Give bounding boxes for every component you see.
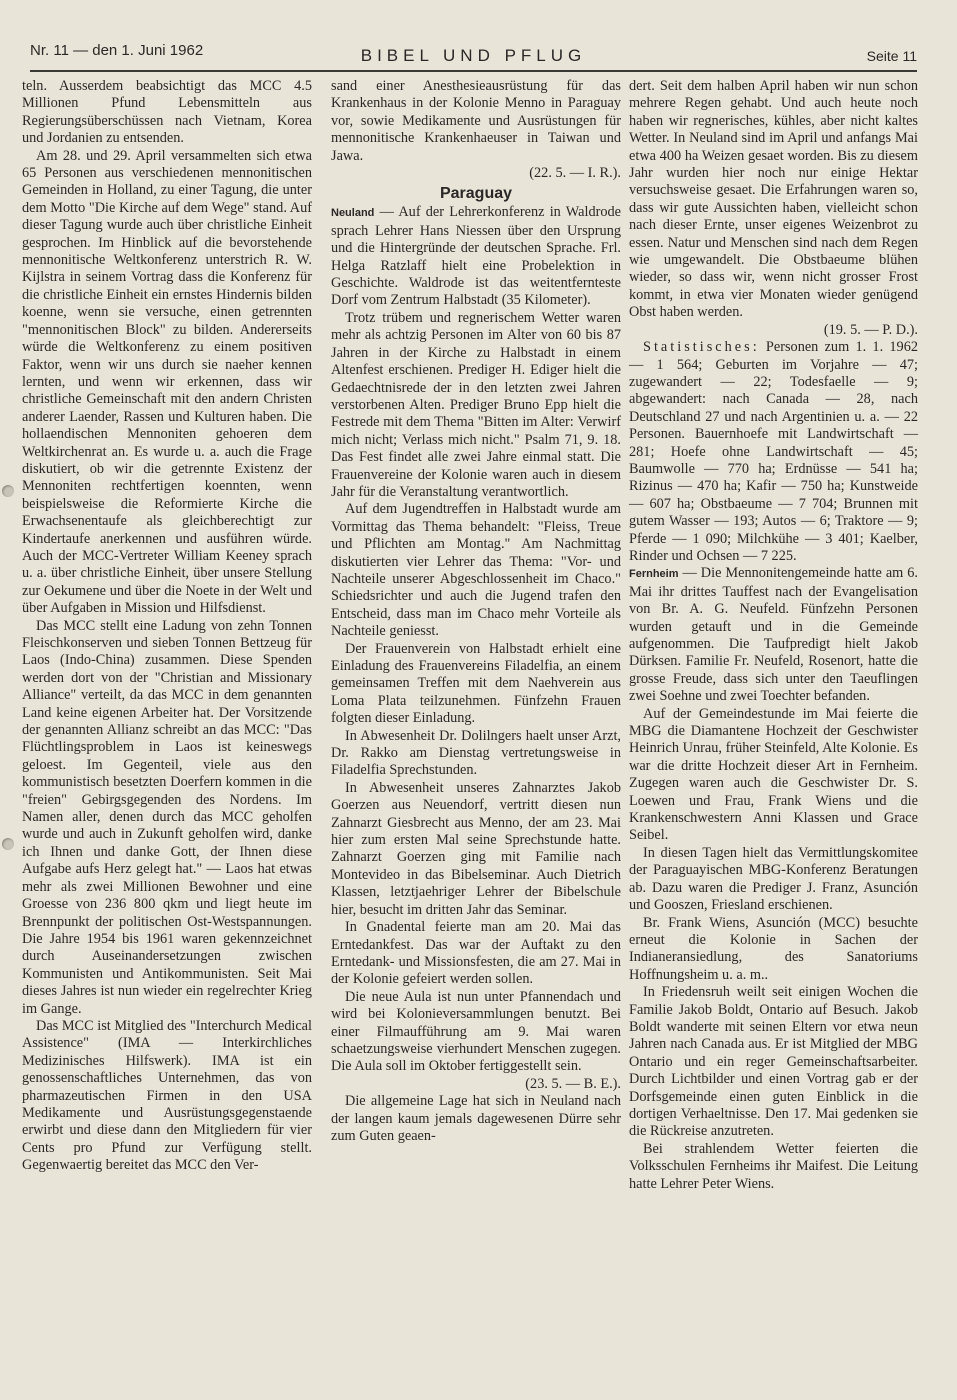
paragraph: Der Frauenverein von Halbstadt erhielt eine Einladung des Frauenvereins Filadelfia, an einem gemeinsamen Treffen mit dem Naehverein aus Loma Plata teilzunehmen. Fünfzehn Frauen folgten dieser Einladung.: [331, 640, 621, 727]
column-1: [22, 78, 312, 1175]
paragraph: Die neue Aula ist nun unter Pfannendach und wird bei Kolonieversammlungen benutzt. Bei einer Filmaufführung am 9. Mai waren schaetzungsweise vierhundert Menschen zugegen. Die Aula soll im Oktober fertiggestellt sein.: [331, 988, 621, 1075]
column-3: [629, 78, 918, 1193]
paragraph: In Abwesenheit unseres Zahnarztes Jakob Goerzen aus Neuendorf, vertritt diesen nun Zahnarzt Giesbrecht aus Menno, der am 23. Mai hier zum ersten Mal seine Sprechstunde hatte. Zahnarzt Goerzen ging mit Familie nach Montevideo in das Bibelseminar. Auch Dietrich Klassen, letztjaehriger Lehrer der Bibelschule hier, besucht im dritten Jahr das Seminar.: [331, 779, 621, 918]
punch-hole: [2, 838, 14, 850]
paragraph: Am 28. und 29. April versammelten sich etwa 65 Personen aus verschiedenen mennonitischen Gemeinden in Holland, zu einer Tagung, die unter dem Motto "Die Kirche auf dem Wege" stand. Auf dieser Tagung wurde auch über christliche Einheit gesprochen. Im Hinblick auf die bevorstehende mennonitische Weltkonferenz unterstrich R. W. Kijlstra in seinem Vortrag dass die Konferenz für die christliche Einheit ein ernstes Hindernis bilden koenne, wenn sie versuche, einen getrennten "mennonitischen Block" zu bilden. Andererseits würde die Weltkonferenz zu einem positiven Faktor, wenn wir uns durch sie naeher kennen lernten, und wenn wir erkennen, dass wir christliche Gemeinschaft mit den andern Christen anderer Laender, Rassen und Kulturen haben. Die hollaendischen Mennoniten gehoeren dem Weltkirchenrat an. Es wurde u. a. auch die Frage diskutiert, ob wir die getrennte Existenz der Mennoniten rechtfertigen koennten, wenn beispielsweise die Reformierte Kirche die Erwachsenentaufe als gleichberechtigt zur Kindertaufe anerkennen und ausführen würde. Auch der MCC-Vertreter William Keeney sprach u. a. über christliche Einheit, über unsere Stellung zur Oekumene und über die Noete in der Welt und über Aufgaben in Mission und Hilfsdienst.: [22, 147, 312, 617]
issue-date: Nr. 11 — den 1. Juni 1962: [30, 42, 204, 59]
paragraph: In Abwesenheit Dr. Dolilngers haelt unser Arzt, Dr. Rakko am Dienstag vertretungsweise in Filadelfia Sprechstunden.: [331, 727, 621, 779]
statistics-label: Statistisches:: [643, 339, 760, 356]
paragraph: Das MCC stellt eine Ladung von zehn Tonnen Fleischkonserven und sieben Tonnen Bettzeug für Laos (Indo-China) zusammen. Diese Spenden werden dort von der "Christian and Missionary Alliance" verteilt, da das MCC in dem genannten Land keine eigenen Arbeiter hat. Der Vorsitzende der genannten Allianz schreibt an das MCC: "Das Flüchtlingsproblem in Laos ist keineswegs geloest. Im Gegenteil, viele aus den kommunistisch besetzten Doerfern kommen in die "freien" Gebirgsgegenden des Nordens. Im Namen aller, denen durch das MCC geholfen wurde und auch in Zukunft geholfen wird, danke ich Ihnen und danke Gott, der Ihnen diese Aufgabe aufs Herz gelegt hat." — Laos hat etwas mehr als zwei Millionen Bewohner und eine Groesse von 236 800 qkm und liegt heute im Brennpunkt der politischen Ost-Westspannungen. Die Jahre 1954 bis 1961 waren gekennzeichnet durch Auseinandersetzungen zwischen Kommunisten und Antikommunisten. Seit Mai dieses Jahres ist nun wieder ein regelrechter Krieg im Gange.: [22, 617, 312, 1017]
paragraph: Trotz trübem und regnerischem Wetter waren mehr als achtzig Personen im Alter von 60 bis 87 Jahren in der Kirche zu Halbstadt in einem Altenfest erschienen. Prediger H. Ediger hielt die Gedaechtnisrede der in den letzten zwei Jahren verstorbenen Alten. Prediger Bruno Epp hielt die Festrede mit dem Thema "Bitten im Alter: Verwirf mich nicht; Verlass mich nicht." Psalm 71, 9. 18. Das Fest findet alle zwei Jahre einmal statt. Die Frauenvereine der Kolonie waren auch in diesem Jahr für die Veranstaltung verantwortlich.: [331, 309, 621, 500]
paragraph: dert. Seit dem halben April haben wir nun schon mehrere Regen gehabt. Und auch heute noch haben wir regnerisches, kühles, aber nicht kaltes Wetter. In Neuland sind im April und anfangs Mai etwa 400 ha Weizen gesaet worden. Bis zu diesem Jahr wurden hier noch nur einige Hektar versuchsweise gesaet. Die Erfahrungen waren so, dass wir gute Aussichten haben, vielleicht schon nach dieser Ernte, unser eigenes Weizenbrot zu essen. Natur und Menschen sind nach dem Regen wie umgewandelt. Die Obstbaeume blühen wieder, so dass wir, wenn nicht grosser Frost kommt, in etwa vier Monaten wieder genügend Obst haben werden.: [629, 78, 918, 321]
paragraph-text: — Auf der Lehrerkonferenz in Waldrode sprach Lehrer Hans Niessen über den Ursprung und die Hintergründe der deutschen Sprache. Frl. Helga Ratzlaff hielt eine Probelektion in Geschichte. Waldrode ist das weitentfernteste Dorf vom Zentrum Halbstadt (35 Kilometer).: [331, 204, 621, 309]
paragraph: Auf der Gemeindestunde im Mai feierte die MBG die Diamantene Hochzeit der Geschwister Heinrich Unrau, früher Steinfeld, Alte Kolonie. Es war die dritte Hochzeit dieser Art in Fernheim. Zugegen waren auch die Geschwister Dr. S. Loewen und Frau, Frank Wiens und die Krankenschwestern Anni Klassen und Grace Seibel.: [629, 705, 918, 844]
paragraph: Das MCC ist Mitglied des "Interchurch Medical Assistence" (IMA — Interkirchliches Medizinisches Hilfswerk). IMA ist ein genossenschaftliches Unternehmen, das von pharmazeutischen Firmen in den USA Medikamente und Ausrüstungsgegenstaende erwirbt und diese dann den Mitgliedern für vier Cents pro Pfund zur Verfügung stellt. Gegenwaertig bereitet das MCC den Ver-: [22, 1017, 312, 1174]
source-note: (19. 5. — P. D.).: [823, 321, 918, 338]
section-heading: Paraguay: [439, 185, 513, 203]
page-header: [30, 40, 917, 72]
source-note: (22. 5. — I. R.).: [529, 165, 621, 182]
source-note: (23. 5. — B. E.).: [525, 1075, 621, 1092]
paragraph-text: — Die Mennonitengemeinde hatte am 6. Mai ihr drittes Tauffest nach der Evangelisation von Br. A. G. Neufeld. Fünfzehn Personen wurden getauft und in die Gemeinde aufgenommen. Die Taufpredigt hielt Jakob Dürksen. Familie Fr. Neufeld, Rosenort, hatte die grosse Freude, dass sich unter den Taeuflingen zwei Soehne und zwei Toechter befanden.: [629, 565, 918, 705]
place-name: Neuland: [331, 207, 375, 220]
paragraph: Auf dem Jugendtreffen in Halbstadt wurde am Vormittag das Thema behandelt: "Fleiss, Treue und Pflichten am Montag." Am Nachmittag diskutierten vier Lehrer das Thema: "Vor- und Nachteile unserer Abgeschlossenheit im Chaco." Schiedsrichter und auch die Jugend trafen den Entscheid, dass man im Chaco mehr Vorteile als Nachteile geniesst.: [331, 501, 621, 640]
paragraph: teln. Ausserdem beabsichtigt das MCC 4.5 Millionen Pfund Lebensmitteln aus Regierungsüberschüssen nach Vietnam, Korea und Jordanien zu entsenden.: [22, 78, 312, 147]
paragraph: [629, 339, 918, 565]
page-number: Seite 11: [866, 48, 917, 64]
punch-hole: [2, 485, 14, 497]
statistics-text: Personen zum 1. 1. 1962 — 1 564; Geburten im Vorjahre — 47; zugewandert — 22; Todesfaelle — 9; abgewandert: nach Canada — 28, nach Deutschland 27 und nach Argentinien u. a. — 22 Personen. Bauernhoefe mit Landwirtschaft — 281; Hoefe ohne Landwirtschaft — 45; Baumwolle — 770 ha; Erdnüsse — 541 ha; Rizinus — 470 ha; Kafir — 750 ha; Kunstweide — 607 ha; Obstbaeume — 7 704; Brunnen mit gutem Wasser — 193; Autos — 6; Traktore — 9; Pferde — 1 090; Milchkühe — 3 401; Kaelber, Rinder und Ochsen — 7 225.: [629, 339, 918, 564]
column-2: [331, 78, 621, 1145]
paragraph: In diesen Tagen hielt das Vermittlungskomitee der Paraguayischen MBG-Konferenz Beratungen ab. Dazu waren die Prediger J. Franz, Asunción und Gooszen, Friesland erschienen.: [629, 844, 918, 914]
paragraph: sand einer Anesthesieausrüstung für das Krankenhaus in der Kolonie Menno in Paraguay vor, sowie Medikamente und Ausrüstungen für mennonitische Krankenhaeuser in Taiwan und Jawa.: [331, 78, 621, 164]
paragraph: [629, 565, 918, 705]
paragraph: [331, 204, 621, 309]
paragraph: In Friedensruh weilt seit einigen Wochen die Familie Jakob Boldt, Ontario auf Besuch. Jakob Boldt wanderte mit seinen Eltern vor etwa neun Jahren nach Canada aus. Er ist Mitglied der MBG Ontario und ein reger Gemeinschaftsarbeiter. Durch Lichtbilder und einen Vortrag gab er der Dorfsgemeinde einen guten Einblick in die dortigen Verhaeltnisse. Den 17. Mai gedenken sie die Rückreise anzutreten.: [629, 984, 918, 1140]
paragraph: Br. Frank Wiens, Asunción (MCC) besuchte erneut die Kolonie in Sachen der Indianeransiedlung, des Sanatoriums Hoffnungsheim u. a. m..: [629, 914, 918, 983]
paragraph: Die allgemeine Lage hat sich in Neuland nach der langen kaum jemals dagewesenen Dürre sehr zum Guten geaen-: [331, 1093, 621, 1144]
paragraph: In Gnadental feierte man am 20. Mai das Erntedankfest. Das war der Auftakt zu den Erntedank- und Missionsfesten, die am 27. Mai in der Kolonie gefeiert werden sollen.: [331, 919, 621, 988]
place-name: Fernheim: [629, 568, 679, 581]
masthead-title: BIBEL UND PFLUG: [360, 46, 587, 65]
paragraph: Bei strahlendem Wetter feierten die Volksschulen Fernheims ihr Maifest. Die Leitung hatte Lehrer Peter Wiens.: [629, 1140, 918, 1192]
